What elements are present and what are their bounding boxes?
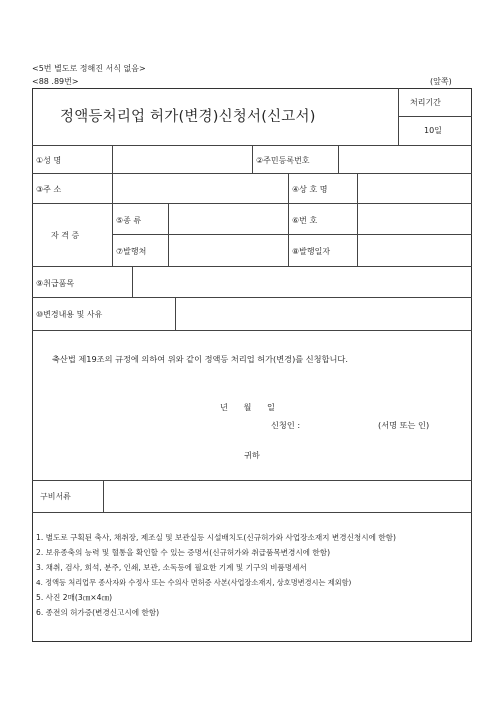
form-note: <5번 별도로 정해진 서식 없음> — [32, 64, 146, 73]
list-item: 3. 채취, 검사, 희석, 분주, 인쇄, 보관, 소독등에 필요한 기계 및 기구의 비품명세서 — [36, 563, 307, 572]
number-label: ⑥번 호 — [292, 216, 318, 225]
name-label: ①성 명 — [36, 156, 62, 165]
form-title: 정액등처리업 허가(변경)신청서(신고서) — [60, 109, 316, 125]
right-value-divider — [357, 173, 358, 266]
list-item: 6. 종전의 허가증(변경신고시에 한함) — [36, 608, 160, 617]
mid-col-divider-2 — [288, 173, 289, 266]
list-item: 2. 보유종축의 능력 및 혈통을 확인할 수 있는 증명서(신규허가와 취급품목변경시에 한함) — [36, 548, 331, 557]
declaration-date: 년 월 일 — [220, 402, 275, 412]
items-label: ⑨취급품목 — [36, 279, 75, 288]
row-line-4 — [32, 266, 472, 267]
issue-date-label: ⑧발행일자 — [292, 247, 331, 256]
processing-value: 10일 — [424, 126, 442, 135]
list-item: 5. 사진 2매(3㎝×4㎝) — [36, 593, 113, 602]
mid-col-divider-1 — [252, 145, 253, 173]
rrn-value-divider — [338, 145, 339, 173]
change-col-divider — [175, 297, 176, 330]
items-col-divider — [132, 266, 133, 297]
row-line-7 — [32, 480, 472, 481]
recipient-label: 귀하 — [244, 450, 260, 460]
declaration-text: 축산법 제19조의 규정에 의하여 위와 같이 정액등 처리업 허가(변경)를 신청합니다. — [52, 354, 348, 364]
issuer-label: ⑦발행처 — [116, 247, 147, 256]
row-line-8 — [32, 512, 472, 513]
address-label: ③주 소 — [36, 185, 62, 194]
row-line-2 — [32, 173, 472, 174]
row-line-qual — [112, 234, 472, 235]
rrn-label: ②주민등록번호 — [256, 156, 310, 165]
list-item: 4. 정액등 처리업무 종사자와 수정사 또는 수의사 면허증 사본(사업장소재지, 상호명변경시는 제외함) — [36, 578, 352, 587]
documents-list — [36, 530, 466, 620]
processing-line — [398, 116, 472, 117]
row-line-6 — [32, 330, 472, 331]
form-number: <88 .89번> — [32, 77, 79, 86]
front-side-label: (앞쪽) — [430, 77, 452, 86]
label-col-divider — [112, 145, 113, 266]
sign-label: (서명 또는 인) — [378, 420, 430, 430]
processing-label: 처리기간 — [410, 98, 441, 107]
kind-label: ⑤종 류 — [116, 216, 142, 225]
trade-name-label: ④상 호 명 — [292, 185, 328, 194]
processing-divider — [398, 88, 399, 145]
kind-col-divider — [168, 203, 169, 266]
row-line-5 — [32, 297, 472, 298]
qualification-label: 자 격 증 — [51, 231, 80, 240]
applicant-label: 신청인 : — [271, 420, 301, 430]
docs-col-divider — [103, 480, 104, 512]
documents-label: 구비서류 — [40, 492, 71, 501]
change-label: ⑩변경내용 및 사유 — [36, 310, 103, 319]
list-item: 1. 별도로 구획된 축사, 채취장, 제조실 및 보관실등 시설배치도(신규허가와 사업장소재지 변경신청시에 한함) — [36, 533, 396, 542]
row-line-3 — [32, 203, 472, 204]
